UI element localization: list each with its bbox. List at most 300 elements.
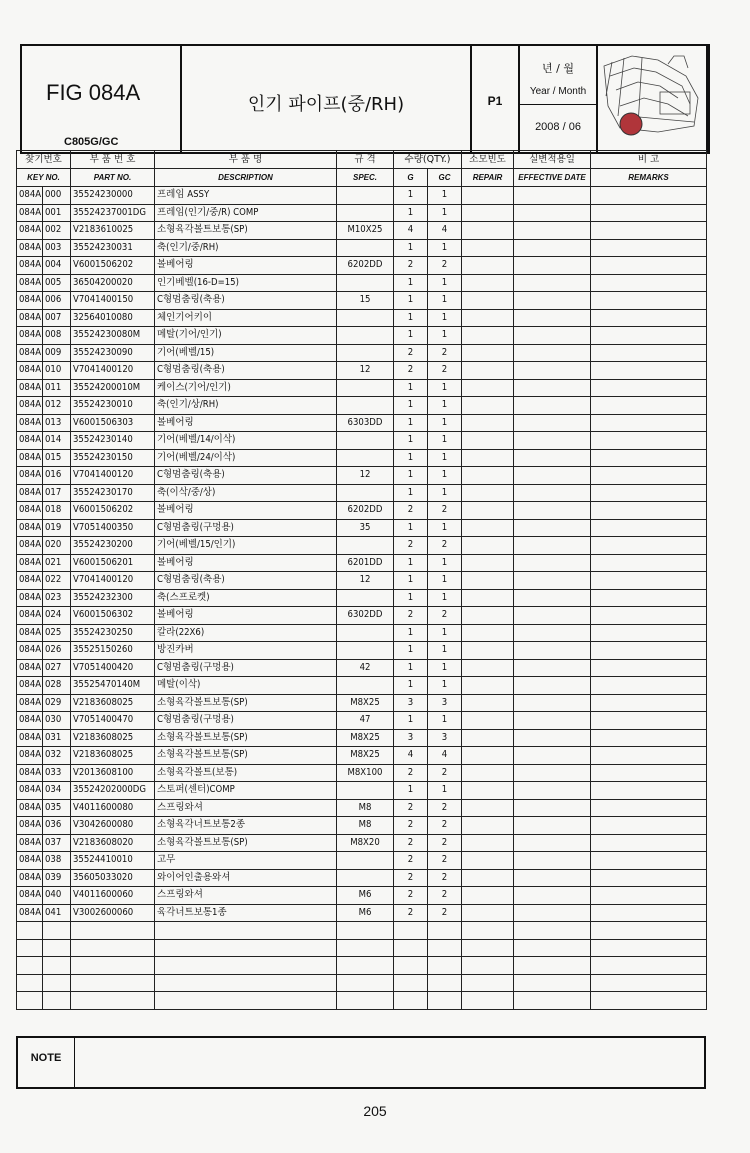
empty-cell xyxy=(514,939,591,957)
cell-g: 2 xyxy=(394,887,428,905)
cell-g: 1 xyxy=(394,782,428,800)
cell-part: V6001506302 xyxy=(71,607,155,625)
cell-repair xyxy=(462,834,514,852)
cell-spec xyxy=(337,869,394,887)
cell-rem xyxy=(591,257,707,275)
page-number: 205 xyxy=(363,1103,387,1119)
empty-cell xyxy=(514,957,591,975)
cell-key: 014 xyxy=(43,432,71,450)
cell-g: 2 xyxy=(394,607,428,625)
col-key-en: KEY NO. xyxy=(27,172,60,182)
cell-desc: 볼베어링 xyxy=(155,607,337,625)
cell-fig: 084A xyxy=(17,397,43,415)
cell-desc: C형멈춤링(구멍용) xyxy=(155,519,337,537)
table-row xyxy=(17,747,707,765)
cell-fig: 084A xyxy=(17,467,43,485)
table-row xyxy=(17,239,707,257)
empty-cell xyxy=(155,992,337,1010)
cell-rem xyxy=(591,852,707,870)
cell-key: 015 xyxy=(43,449,71,467)
cell-gc: 2 xyxy=(428,904,462,922)
cell-gc: 2 xyxy=(428,537,462,555)
cell-gc: 1 xyxy=(428,484,462,502)
cell-eff xyxy=(514,694,591,712)
cell-repair xyxy=(462,782,514,800)
cell-key: 010 xyxy=(43,362,71,380)
cell-desc: 기어(베벨/15) xyxy=(155,344,337,362)
cell-eff xyxy=(514,607,591,625)
empty-cell xyxy=(428,992,462,1010)
cell-gc: 1 xyxy=(428,572,462,590)
cell-g: 1 xyxy=(394,204,428,222)
cell-rem xyxy=(591,834,707,852)
cell-eff xyxy=(514,764,591,782)
cell-repair xyxy=(462,204,514,222)
cell-fig: 084A xyxy=(17,799,43,817)
cell-gc: 1 xyxy=(428,659,462,677)
cell-eff xyxy=(514,309,591,327)
col-spec-en: SPEC. xyxy=(352,172,377,182)
table-row xyxy=(17,712,707,730)
cell-fig: 084A xyxy=(17,712,43,730)
cell-gc: 1 xyxy=(428,677,462,695)
cell-part: 35524202000DG xyxy=(71,782,155,800)
cell-fig: 084A xyxy=(17,869,43,887)
cell-part: 32564010080 xyxy=(71,309,155,327)
cell-spec: 47 xyxy=(337,712,394,730)
cell-spec: 12 xyxy=(337,362,394,380)
cell-eff xyxy=(514,397,591,415)
cell-gc: 2 xyxy=(428,502,462,520)
cell-g: 1 xyxy=(394,519,428,537)
empty-cell xyxy=(337,922,394,940)
empty-row xyxy=(17,939,707,957)
cell-spec: M10X25 xyxy=(337,222,394,240)
fig-label: FIG 084A xyxy=(46,80,141,105)
cell-part: V7051400350 xyxy=(71,519,155,537)
cell-eff xyxy=(514,327,591,345)
table-row xyxy=(17,344,707,362)
cell-part: V6001506303 xyxy=(71,414,155,432)
cell-desc: 볼베어링 xyxy=(155,554,337,572)
cell-fig: 084A xyxy=(17,274,43,292)
cell-fig: 084A xyxy=(17,344,43,362)
cell-g: 1 xyxy=(394,327,428,345)
cell-desc: 소형육각볼트보통(SP) xyxy=(155,694,337,712)
cell-part: V7041400120 xyxy=(71,362,155,380)
cell-g: 1 xyxy=(394,554,428,572)
cell-repair xyxy=(462,257,514,275)
page-label: P1 xyxy=(487,94,503,108)
cell-gc: 1 xyxy=(428,449,462,467)
cell-rem xyxy=(591,414,707,432)
cell-fig: 084A xyxy=(17,659,43,677)
cell-eff xyxy=(514,782,591,800)
cell-part: V4011600080 xyxy=(71,799,155,817)
cell-fig: 084A xyxy=(17,309,43,327)
cell-g: 1 xyxy=(394,467,428,485)
cell-rem xyxy=(591,222,707,240)
cell-g: 1 xyxy=(394,309,428,327)
empty-cell xyxy=(43,922,71,940)
cell-key: 002 xyxy=(43,222,71,240)
cell-part: 35524230010 xyxy=(71,397,155,415)
cell-g: 2 xyxy=(394,257,428,275)
cell-fig: 084A xyxy=(17,642,43,660)
cell-g: 2 xyxy=(394,852,428,870)
year-month-kr: 년 / 월 xyxy=(542,62,574,75)
cell-desc: 축(스프로켓) xyxy=(155,589,337,607)
cell-repair xyxy=(462,467,514,485)
cell-gc: 1 xyxy=(428,642,462,660)
cell-rem xyxy=(591,659,707,677)
cell-spec xyxy=(337,852,394,870)
cell-gc: 2 xyxy=(428,887,462,905)
year-month-cell xyxy=(520,46,598,152)
cell-g: 1 xyxy=(394,292,428,310)
cell-rem xyxy=(591,327,707,345)
empty-cell xyxy=(155,974,337,992)
col-eff-en: EFFECTIVE DATE xyxy=(518,172,586,182)
cell-key: 000 xyxy=(43,187,71,205)
cell-part: V2183608025 xyxy=(71,694,155,712)
cell-repair xyxy=(462,397,514,415)
table-row xyxy=(17,817,707,835)
cell-eff xyxy=(514,414,591,432)
table-row xyxy=(17,834,707,852)
cell-part: 36504200020 xyxy=(71,274,155,292)
cell-spec xyxy=(337,327,394,345)
cell-fig: 084A xyxy=(17,904,43,922)
col-part-kr: 부 품 번 호 xyxy=(71,151,155,169)
table-row xyxy=(17,519,707,537)
cell-g: 1 xyxy=(394,624,428,642)
cell-desc: 소형육각볼트보통(SP) xyxy=(155,222,337,240)
cell-gc: 1 xyxy=(428,327,462,345)
cell-g: 2 xyxy=(394,869,428,887)
cell-gc: 1 xyxy=(428,309,462,327)
cell-part: 35524237001DG xyxy=(71,204,155,222)
empty-cell xyxy=(43,957,71,975)
table-row xyxy=(17,537,707,555)
cell-gc: 1 xyxy=(428,554,462,572)
cell-gc: 1 xyxy=(428,204,462,222)
table-row xyxy=(17,257,707,275)
cell-desc: 볼베어링 xyxy=(155,502,337,520)
cell-gc: 1 xyxy=(428,589,462,607)
table-row xyxy=(17,904,707,922)
note-box xyxy=(16,1036,706,1089)
cell-spec: 35 xyxy=(337,519,394,537)
cell-eff xyxy=(514,362,591,380)
cell-desc: C형멈춤링(구멍용) xyxy=(155,659,337,677)
cell-repair xyxy=(462,659,514,677)
header-row-kr xyxy=(17,151,707,169)
cell-spec: M8 xyxy=(337,817,394,835)
cell-spec: M6 xyxy=(337,904,394,922)
cell-rem xyxy=(591,869,707,887)
cell-fig: 084A xyxy=(17,729,43,747)
cell-rem xyxy=(591,624,707,642)
cell-g: 1 xyxy=(394,187,428,205)
empty-cell xyxy=(43,974,71,992)
empty-cell xyxy=(591,939,707,957)
cell-part: 35524230250 xyxy=(71,624,155,642)
cell-part: V4011600060 xyxy=(71,887,155,905)
col-desc-kr: 부 품 명 xyxy=(155,151,337,169)
cell-part: V7041400150 xyxy=(71,292,155,310)
cell-key: 012 xyxy=(43,397,71,415)
cell-g: 1 xyxy=(394,414,428,432)
cell-spec xyxy=(337,484,394,502)
cell-rem xyxy=(591,764,707,782)
cell-spec xyxy=(337,397,394,415)
cell-gc: 2 xyxy=(428,799,462,817)
cell-desc: 축(인기/중/RH) xyxy=(155,239,337,257)
cell-spec xyxy=(337,642,394,660)
cell-part: V2183608020 xyxy=(71,834,155,852)
cell-spec: 42 xyxy=(337,659,394,677)
cell-part: V6001506202 xyxy=(71,257,155,275)
cell-rem xyxy=(591,484,707,502)
cell-spec xyxy=(337,624,394,642)
cell-g: 2 xyxy=(394,817,428,835)
cell-eff xyxy=(514,904,591,922)
cell-key: 009 xyxy=(43,344,71,362)
cell-g: 1 xyxy=(394,432,428,450)
cell-desc: 칼라(22X6) xyxy=(155,624,337,642)
cell-gc: 2 xyxy=(428,344,462,362)
table-row xyxy=(17,607,707,625)
cell-g: 1 xyxy=(394,449,428,467)
cell-part: 35524230170 xyxy=(71,484,155,502)
cell-part: V2183610025 xyxy=(71,222,155,240)
table-row xyxy=(17,764,707,782)
cell-repair xyxy=(462,519,514,537)
table-row xyxy=(17,467,707,485)
table-row xyxy=(17,432,707,450)
cell-eff xyxy=(514,222,591,240)
cell-g: 2 xyxy=(394,834,428,852)
cell-spec: 6201DD xyxy=(337,554,394,572)
cell-eff xyxy=(514,887,591,905)
fig-cell xyxy=(22,46,182,152)
cell-part: V7041400120 xyxy=(71,572,155,590)
cell-eff xyxy=(514,502,591,520)
cell-key: 035 xyxy=(43,799,71,817)
cell-repair xyxy=(462,799,514,817)
cell-gc: 1 xyxy=(428,467,462,485)
cell-repair xyxy=(462,309,514,327)
cell-gc: 4 xyxy=(428,222,462,240)
cell-part: 35524230140 xyxy=(71,432,155,450)
cell-spec: 6303DD xyxy=(337,414,394,432)
cell-desc: 축(인기/상/RH) xyxy=(155,397,337,415)
cell-key: 019 xyxy=(43,519,71,537)
table-row xyxy=(17,204,707,222)
col-rem-en: REMARKS xyxy=(628,172,669,182)
cell-fig: 084A xyxy=(17,379,43,397)
table-row xyxy=(17,222,707,240)
empty-cell xyxy=(43,939,71,957)
cell-key: 026 xyxy=(43,642,71,660)
cell-desc: C형멈춤링(축용) xyxy=(155,362,337,380)
cell-part: 35524200010M xyxy=(71,379,155,397)
cell-key: 030 xyxy=(43,712,71,730)
empty-cell xyxy=(514,974,591,992)
cell-fig: 084A xyxy=(17,414,43,432)
empty-cell xyxy=(17,922,43,940)
cell-g: 1 xyxy=(394,484,428,502)
cell-key: 024 xyxy=(43,607,71,625)
cell-desc: 기어(베벨/15/인기) xyxy=(155,537,337,555)
empty-row xyxy=(17,974,707,992)
col-qty-g: G xyxy=(407,172,414,182)
cell-key: 011 xyxy=(43,379,71,397)
empty-cell xyxy=(394,922,428,940)
cell-desc: 인기베벨(16-D=15) xyxy=(155,274,337,292)
col-part-en: PART NO. xyxy=(93,172,132,182)
table-row xyxy=(17,554,707,572)
cell-eff xyxy=(514,729,591,747)
cell-spec xyxy=(337,204,394,222)
cell-rem xyxy=(591,642,707,660)
cell-fig: 084A xyxy=(17,484,43,502)
cell-spec xyxy=(337,449,394,467)
empty-cell xyxy=(155,957,337,975)
empty-cell xyxy=(337,957,394,975)
table-row xyxy=(17,887,707,905)
cell-eff xyxy=(514,572,591,590)
cell-rem xyxy=(591,589,707,607)
cell-desc: C형멈춤링(축용) xyxy=(155,572,337,590)
cell-fig: 084A xyxy=(17,677,43,695)
cell-g: 2 xyxy=(394,799,428,817)
cell-eff xyxy=(514,712,591,730)
cell-spec xyxy=(337,239,394,257)
empty-cell xyxy=(591,922,707,940)
cell-rem xyxy=(591,309,707,327)
cell-eff xyxy=(514,519,591,537)
table-row xyxy=(17,397,707,415)
empty-cell xyxy=(17,992,43,1010)
cell-spec xyxy=(337,677,394,695)
cell-fig: 084A xyxy=(17,327,43,345)
cell-g: 1 xyxy=(394,712,428,730)
cell-desc: 소형육각볼트보통(SP) xyxy=(155,834,337,852)
cell-key: 003 xyxy=(43,239,71,257)
cell-eff xyxy=(514,554,591,572)
cell-spec xyxy=(337,782,394,800)
table-row xyxy=(17,362,707,380)
cell-key: 006 xyxy=(43,292,71,310)
cell-spec xyxy=(337,379,394,397)
cell-g: 3 xyxy=(394,694,428,712)
table-row xyxy=(17,449,707,467)
cell-repair xyxy=(462,589,514,607)
cell-desc: 소형육각볼트보통(SP) xyxy=(155,729,337,747)
cell-fig: 084A xyxy=(17,554,43,572)
col-qty-gc: GC xyxy=(438,172,451,182)
cell-rem xyxy=(591,432,707,450)
empty-cell xyxy=(17,939,43,957)
cell-repair xyxy=(462,414,514,432)
cell-key: 036 xyxy=(43,817,71,835)
cell-repair xyxy=(462,362,514,380)
cell-desc: 프레임 ASSY xyxy=(155,187,337,205)
cell-fig: 084A xyxy=(17,852,43,870)
cell-repair xyxy=(462,677,514,695)
cell-rem xyxy=(591,379,707,397)
table-row xyxy=(17,624,707,642)
cell-rem xyxy=(591,887,707,905)
cell-rem xyxy=(591,502,707,520)
cell-eff xyxy=(514,624,591,642)
cell-key: 007 xyxy=(43,309,71,327)
cell-part: 35525150260 xyxy=(71,642,155,660)
cell-repair xyxy=(462,502,514,520)
cell-desc: 방진카버 xyxy=(155,642,337,660)
cell-repair xyxy=(462,187,514,205)
cell-gc: 3 xyxy=(428,729,462,747)
sheet-header xyxy=(20,44,710,154)
cell-spec: M8X20 xyxy=(337,834,394,852)
empty-cell xyxy=(394,939,428,957)
cell-eff xyxy=(514,799,591,817)
cell-repair xyxy=(462,327,514,345)
empty-cell xyxy=(428,974,462,992)
cell-repair xyxy=(462,484,514,502)
cell-eff xyxy=(514,677,591,695)
col-desc-en: DESCRIPTION xyxy=(218,172,273,182)
cell-repair xyxy=(462,292,514,310)
cell-desc: 볼베어링 xyxy=(155,414,337,432)
cell-gc: 1 xyxy=(428,712,462,730)
table-row xyxy=(17,642,707,660)
table-row xyxy=(17,292,707,310)
cell-gc: 2 xyxy=(428,607,462,625)
empty-cell xyxy=(71,922,155,940)
cell-g: 2 xyxy=(394,764,428,782)
cell-key: 028 xyxy=(43,677,71,695)
cell-gc: 2 xyxy=(428,834,462,852)
cell-spec: M8 xyxy=(337,799,394,817)
title-cell xyxy=(182,46,472,152)
cell-key: 018 xyxy=(43,502,71,520)
table-row xyxy=(17,852,707,870)
empty-cell xyxy=(17,957,43,975)
cell-eff xyxy=(514,449,591,467)
cell-rem xyxy=(591,362,707,380)
cell-gc: 1 xyxy=(428,239,462,257)
cell-desc: 메탈(이삭) xyxy=(155,677,337,695)
cell-rem xyxy=(591,712,707,730)
table-row xyxy=(17,659,707,677)
cell-fig: 084A xyxy=(17,694,43,712)
col-rem-kr: 비 고 xyxy=(591,151,707,169)
empty-cell xyxy=(462,974,514,992)
cell-desc: C형멈춤링(구멍용) xyxy=(155,712,337,730)
cell-repair xyxy=(462,274,514,292)
empty-cell xyxy=(71,974,155,992)
cell-key: 032 xyxy=(43,747,71,765)
cell-desc: 기어(베벨/14/이삭) xyxy=(155,432,337,450)
cell-g: 1 xyxy=(394,572,428,590)
cell-g: 4 xyxy=(394,747,428,765)
cell-key: 016 xyxy=(43,467,71,485)
cell-key: 017 xyxy=(43,484,71,502)
cell-eff xyxy=(514,204,591,222)
